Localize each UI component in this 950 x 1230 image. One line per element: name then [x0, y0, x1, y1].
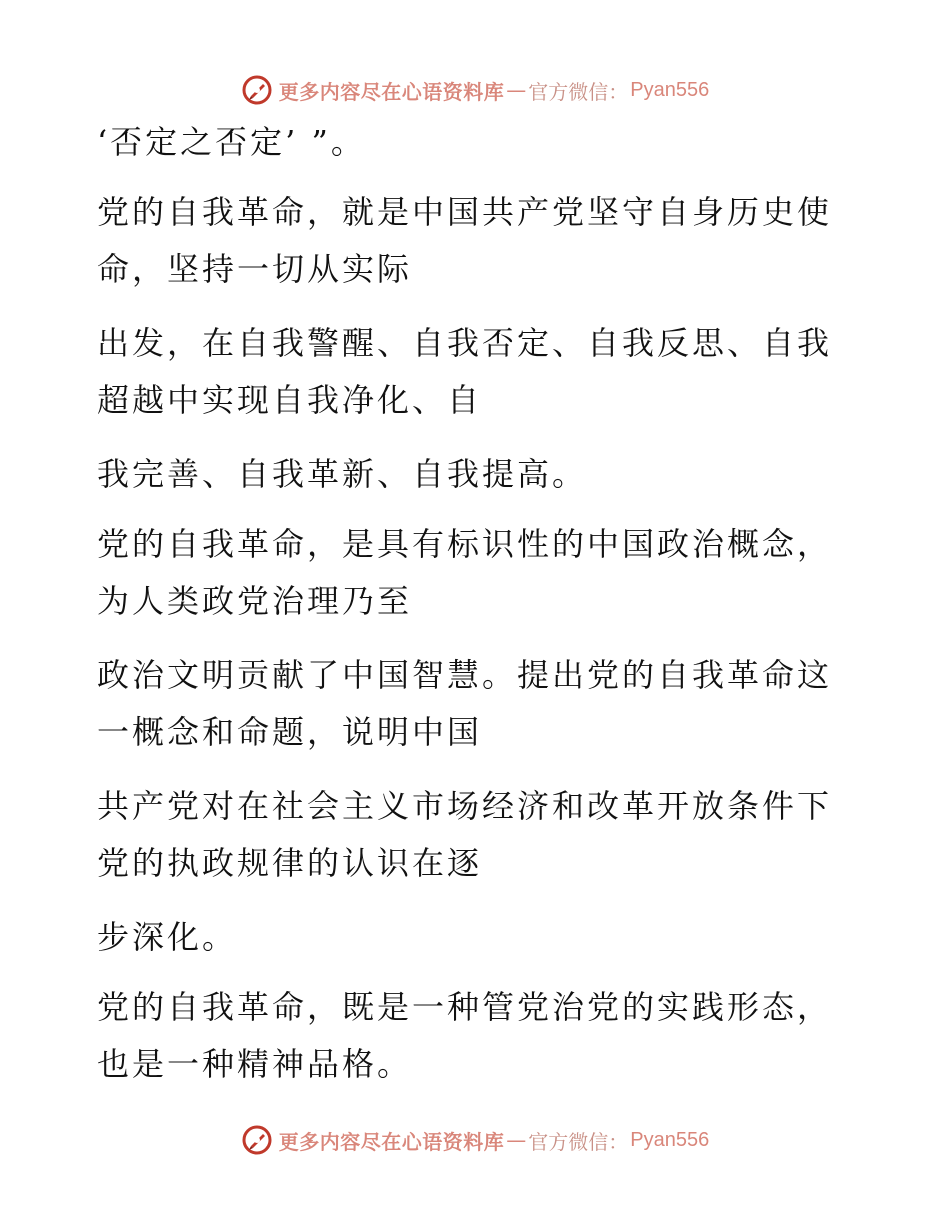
text-line: 也是一种精神品格。: [97, 1045, 413, 1083]
text-line: 命，坚持一切从实际: [97, 250, 413, 288]
header-sub-text: 官方微信：: [528, 79, 629, 104]
header-wechat-id: Pyan556: [630, 78, 710, 101]
text-line: 党的自我革命，既是一种管党治党的实践形态，: [97, 988, 833, 1026]
footer-watermark-banner: [0, 1120, 950, 1160]
text-line: 步深化。: [97, 918, 238, 956]
header-watermark-banner: [0, 70, 950, 110]
text-line: 政治文明贡献了中国智慧。提出党的自我革命这: [97, 656, 833, 694]
text-line: 党的自我革命，就是中国共产党坚守自身历史使: [97, 193, 833, 231]
text-line: 党的自我革命，是具有标识性的中国政治概念，: [97, 525, 833, 563]
pen-logo-icon: [241, 74, 273, 106]
text-line: 超越中实现自我净化、自: [97, 381, 483, 419]
text-line: 党的执政规律的认识在逐: [97, 844, 483, 882]
pen-logo-icon: [241, 1124, 273, 1156]
text-line: 我完善、自我革新、自我提高。: [97, 455, 588, 493]
document-body: [97, 122, 837, 1084]
header-dash: —: [506, 78, 527, 102]
text-line: 为人类政党治理乃至: [97, 582, 413, 620]
footer-sub-text: 官方微信：: [528, 1129, 629, 1154]
header-brand-text: 更多内容尽在心语资料库: [278, 79, 505, 104]
text-line: 一概念和命题，说明中国: [97, 713, 483, 751]
footer-wechat-id: Pyan556: [630, 1128, 710, 1151]
footer-dash: —: [506, 1128, 527, 1152]
text-line: ‘否定之否定’ ”。: [97, 123, 366, 161]
footer-brand-text: 更多内容尽在心语资料库: [278, 1129, 505, 1154]
text-line: 共产党对在社会主义市场经济和改革开放条件下: [97, 787, 833, 825]
text-line: 出发，在自我警醒、自我否定、自我反思、自我: [97, 324, 833, 362]
